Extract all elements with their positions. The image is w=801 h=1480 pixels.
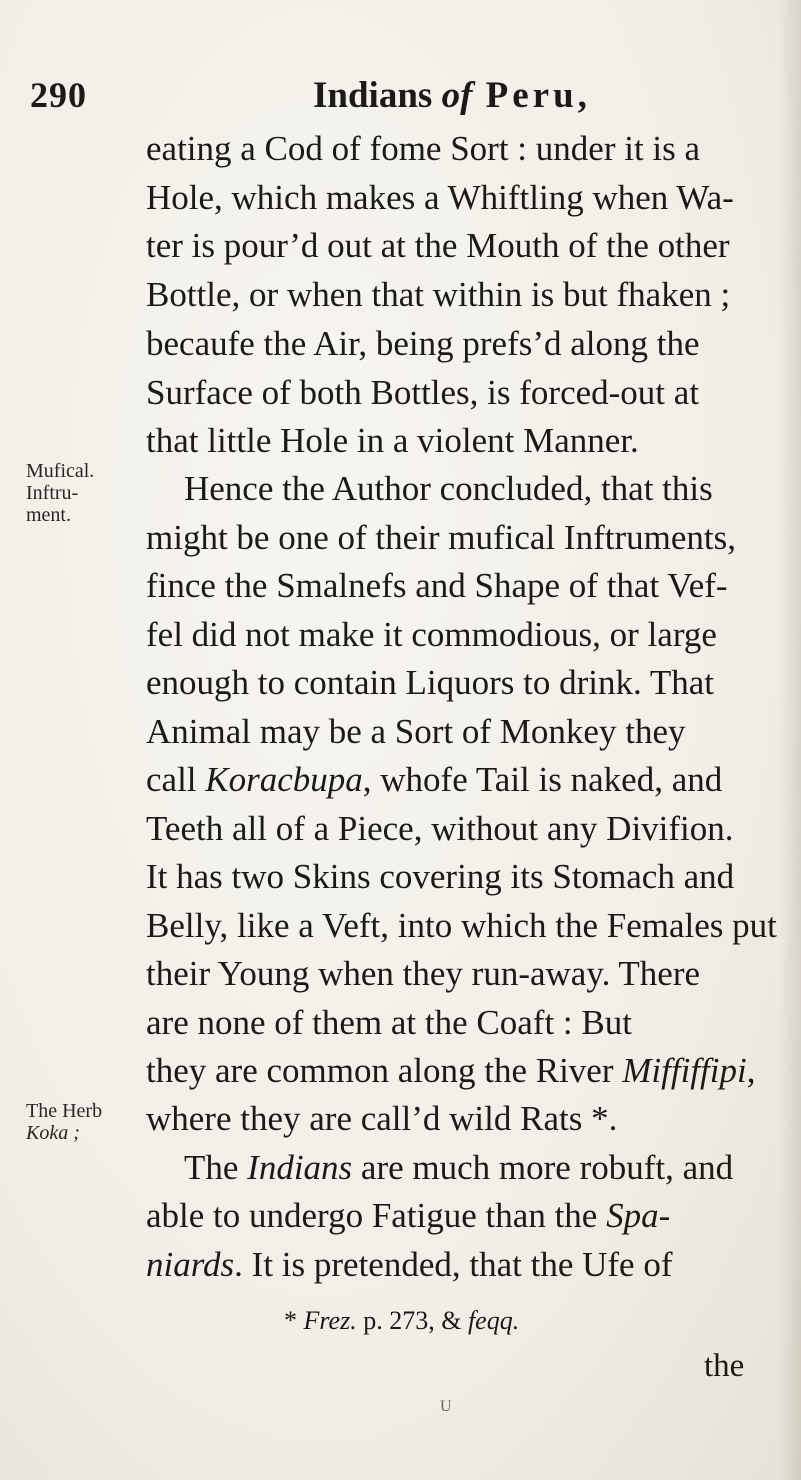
signature-mark: U — [440, 1398, 452, 1415]
text-segment: . It is pretended, that the Ufe of — [234, 1245, 673, 1284]
footnote-seqq: feqq. — [467, 1306, 520, 1335]
running-head-of: of — [441, 75, 473, 116]
text-line: that little Hole in a violent Manner. — [146, 421, 639, 460]
margin-note-line: Mufical. — [26, 460, 95, 482]
footnote — [284, 1306, 519, 1336]
footnote-text: p. 273, & — [356, 1306, 468, 1335]
footnote-ref: Frez. — [303, 1306, 357, 1335]
text-line: enough to contain Liquors to drink. That — [146, 663, 715, 702]
footnote-mark: * — [284, 1306, 304, 1335]
page-header — [30, 74, 770, 124]
running-head-main: Indians — [313, 75, 442, 116]
text-segment: able to undergo Fatigue than the — [146, 1196, 607, 1235]
margin-note-line — [26, 1122, 102, 1144]
running-head-country: Peru, — [472, 75, 591, 116]
text-line: Surface of both Bottles, is forced-out at — [146, 373, 700, 412]
text-segment: , whofe Tail is naked, and — [362, 760, 723, 799]
text-line: are none of them at the Coaft : But — [146, 1003, 632, 1042]
text-line — [146, 1247, 673, 1282]
margin-note-musical-instrument — [26, 460, 94, 526]
text-italic: Spa- — [606, 1196, 671, 1235]
text-line — [146, 762, 722, 797]
text-line: ter is pour’d out at the Mouth of the other — [146, 226, 730, 265]
text-line — [146, 1053, 755, 1088]
text-italic: Miffiffipi — [622, 1051, 747, 1090]
text-line: where they are call’d wild Rats *. — [146, 1099, 618, 1138]
text-line: their Young when they run-away. There — [146, 954, 701, 993]
text-line: Bottle, or when that within is but fhaken ; — [146, 275, 731, 314]
text-italic: Indians — [247, 1148, 353, 1187]
margin-note-line: The Herb — [26, 1100, 103, 1122]
page-edge-shadow — [779, 0, 801, 1480]
text-segment: The — [184, 1148, 248, 1187]
text-line: Hence the Author concluded, that this — [184, 469, 713, 508]
text-line: might be one of their mufical Inftruments, — [146, 518, 736, 557]
text-line — [184, 1150, 733, 1185]
text-segment: are much more robuft, and — [352, 1148, 734, 1187]
text-line: Animal may be a Sort of Monkey they — [146, 712, 686, 751]
text-line: eating a Cod of fome Sort : under it is a — [146, 129, 701, 168]
page-number: 290 — [30, 75, 87, 115]
text-line: It has two Skins covering its Stomach and — [146, 857, 735, 896]
text-segment: , — [746, 1051, 756, 1090]
text-italic: niards — [146, 1245, 235, 1284]
text-line: Teeth all of a Piece, without any Divifion. — [146, 809, 734, 848]
text-line: Belly, like a Veft, into which the Females put — [146, 906, 777, 945]
margin-note-line: ment. — [26, 504, 71, 526]
text-segment: they are common along the River — [146, 1051, 623, 1090]
margin-note-line: Inftru- — [26, 482, 79, 504]
catchword: the — [704, 1348, 745, 1384]
text-line: fel did not make it commodious, or large — [146, 615, 717, 654]
text-segment: call — [146, 760, 206, 799]
margin-note-herb-koka — [26, 1100, 102, 1144]
text-line — [146, 1198, 670, 1233]
running-head — [313, 74, 591, 117]
text-italic: Koracbupa — [205, 760, 363, 799]
text-line: fince the Smalnefs and Shape of that Vef- — [146, 566, 728, 605]
text-line: Hole, which makes a Whiftling when Wa- — [146, 178, 734, 217]
text-line: becaufe the Air, being prefs’d along the — [146, 324, 700, 363]
margin-note-italic: Koka ; — [26, 1122, 80, 1144]
